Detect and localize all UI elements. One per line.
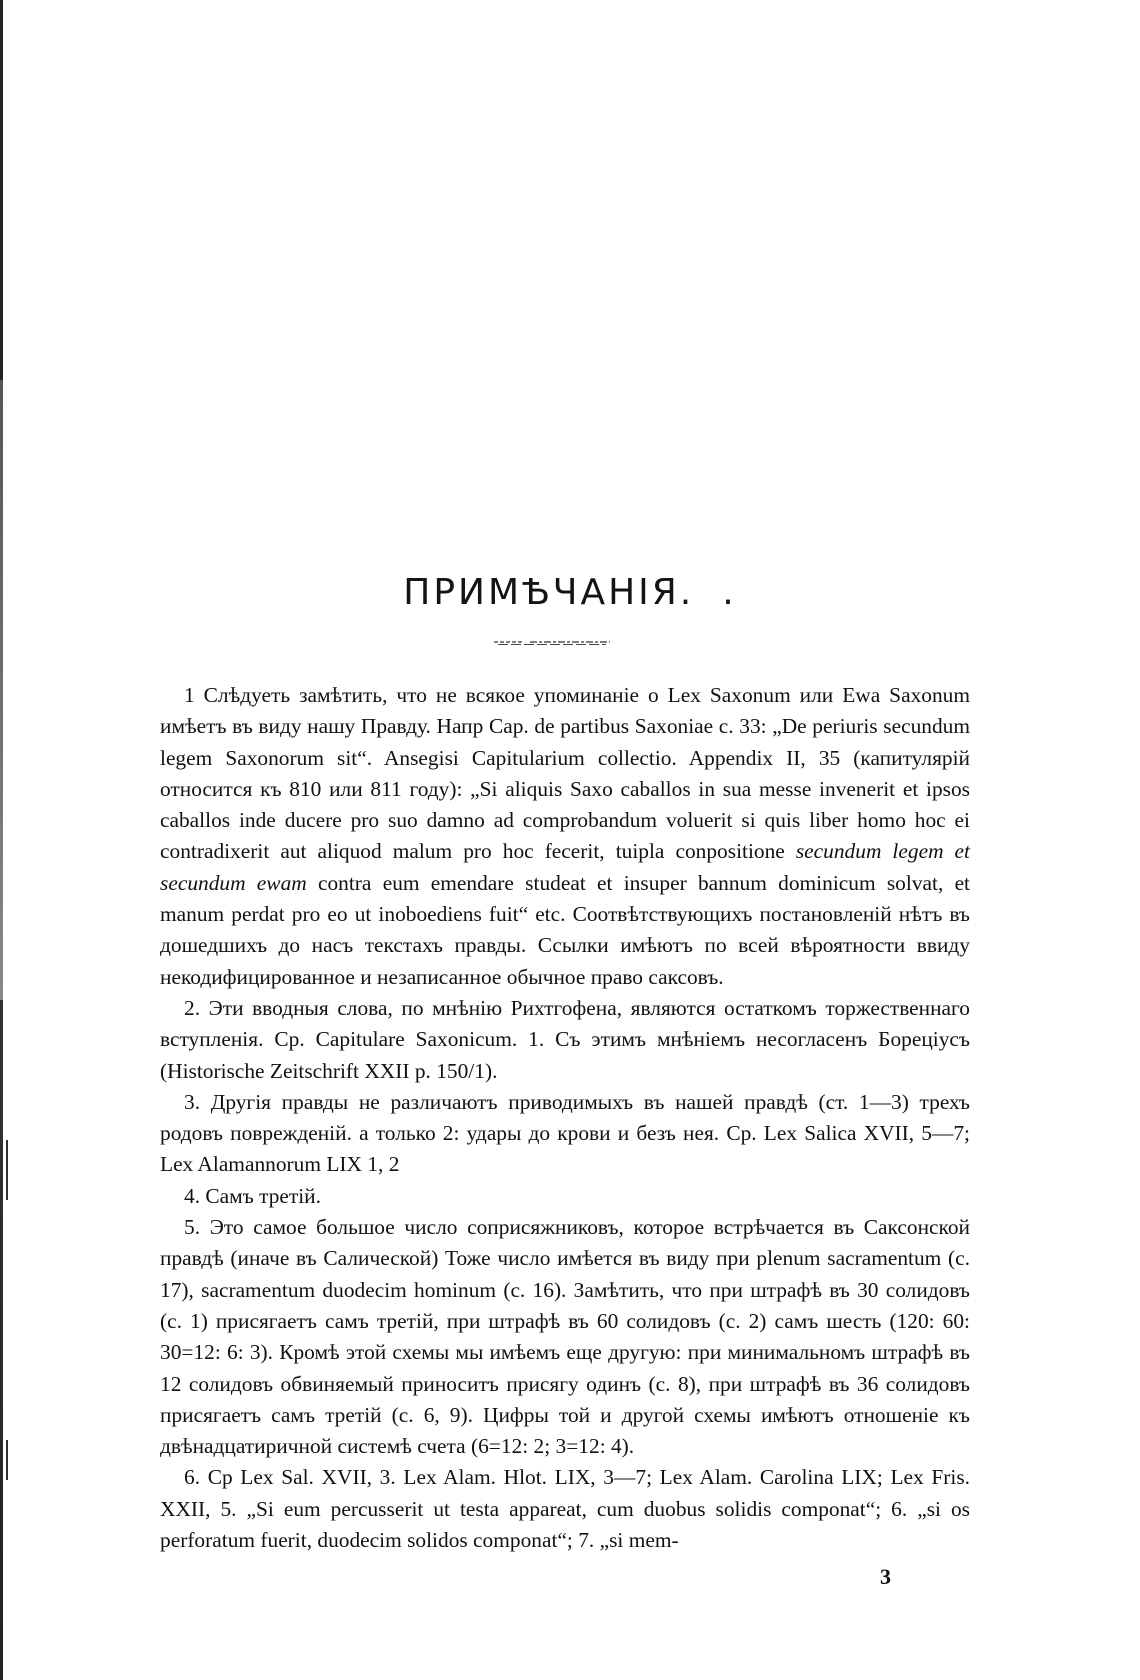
notes-body [160,680,970,1556]
note-paragraph [160,1181,970,1212]
page-title-text: ПРИМѢЧАНІЯ. [403,572,695,614]
page-title [0,572,1140,613]
note-text: contra eum emendare studeat et insuper bannum dominicum solvat, et manum perdat pro eo ut inoboediens fuit“ etc. Соотвѣтствующихъ постановленій нѣтъ въ дошедшихъ до насъ текстахъ правды. Ссылки имѣютъ по всей вѣроятности ввиду некодифицированное и незаписанное обычное право саксовъ. [160,870,971,989]
note-text: 5. Это самое большое число сoприсяжниковъ, которое встрѣчается въ Саксонской правдѣ (иначе въ Салической) Тоже число имѣется въ виду при plenum sacramentum (c. 17), sacramentum duodecim hominum (c. 16). Замѣтить, что при штрафѣ въ 30 солидовъ (c. 1) присягаетъ самъ третій, при штрафѣ въ 60 солидовъ (c. 2) самъ шесть (120: 60: 30=12: 6: 3). Кромѣ этой схемы мы имѣемъ еще другую: при минимальномъ штрафѣ въ 12 солидовъ обвиняемый приноситъ присягу одинъ (c. 8), при штрафѣ въ 36 солидовъ присягаетъ самъ третій (c. 6, 9). Цифры той и другой схемы имѣютъ отношеніе къ двѣнадцатиричной системѣ счета (6=12: 2; 3=12: 4). [160,1215,970,1459]
note-paragraph [160,993,970,1087]
note-text: 6. Ср Lex Sal. XVII, 3. Lex Alam. Hlot. LIX, 3—7; Lex Alam. Carolina LIX; Lex Fris. XXII, 5. „Si eum percusserit ut testa appareat, cum duobus solidis componat“; 6. „si os perforatum fuerit, duodecim solidos componat“; 7. „si mem- [160,1465,970,1553]
scan-left-edge [0,0,3,1680]
note-paragraph [160,1212,970,1462]
page-number: 3 [880,1564,891,1589]
note-paragraph [160,1462,970,1556]
title-rule-ornament [494,640,610,646]
note-text: 2. Эти вводныя слова, по мнѣнію Рихтгофена, являются остаткомъ торжественнаго вступленія. Ср. Capitulare Saxonicum. 1. Съ этимъ мнѣніемъ несогласенъ Борецiусъ (Historische Zeitschrift XXII p. 150/1). [160,995,970,1083]
note-text: 1 Слѣдуеть замѣтить, что не всякое упоминаніе о Lex Saxonum или Ewa Saxonum имѣетъ въ виду нашу Правду. Напр Cap. de partibus Saxoniae c. 33: „De periuris secundum legem Saxonorum sit“. Ansegisi Capitularium collectio. Appendix II, 35 (капитулярій относится къ 810 или 811 году): „Si aliquis Saxo caballos in sua messe invenerit et ipsos caballos inde ducere pro suo damno ad comprobandum voluerit si quis liber homo hoc ei contradixerit aut aliquod malum pro hoc fecerit, tuipla conpositione [160,683,970,864]
scan-mark [6,1140,8,1200]
title-trailing-mark: . [722,572,737,614]
note-text: 3. Другія правды не различаютъ приводимыхъ въ нашей правдѣ (ст. 1—3) трехъ родовъ поврежденій. а только 2: удары до крови и безъ нея. Ср. Lex Salica XVII, 5—7; Lex Alamannorum LIX 1, 2 [160,1089,970,1177]
note-text: 4. Самъ третій. [184,1183,321,1208]
note-text-italic: secundum legem et secundum ewam [160,839,970,895]
note-paragraph [160,680,970,993]
note-paragraph [160,1087,970,1181]
scan-mark [6,1440,8,1480]
